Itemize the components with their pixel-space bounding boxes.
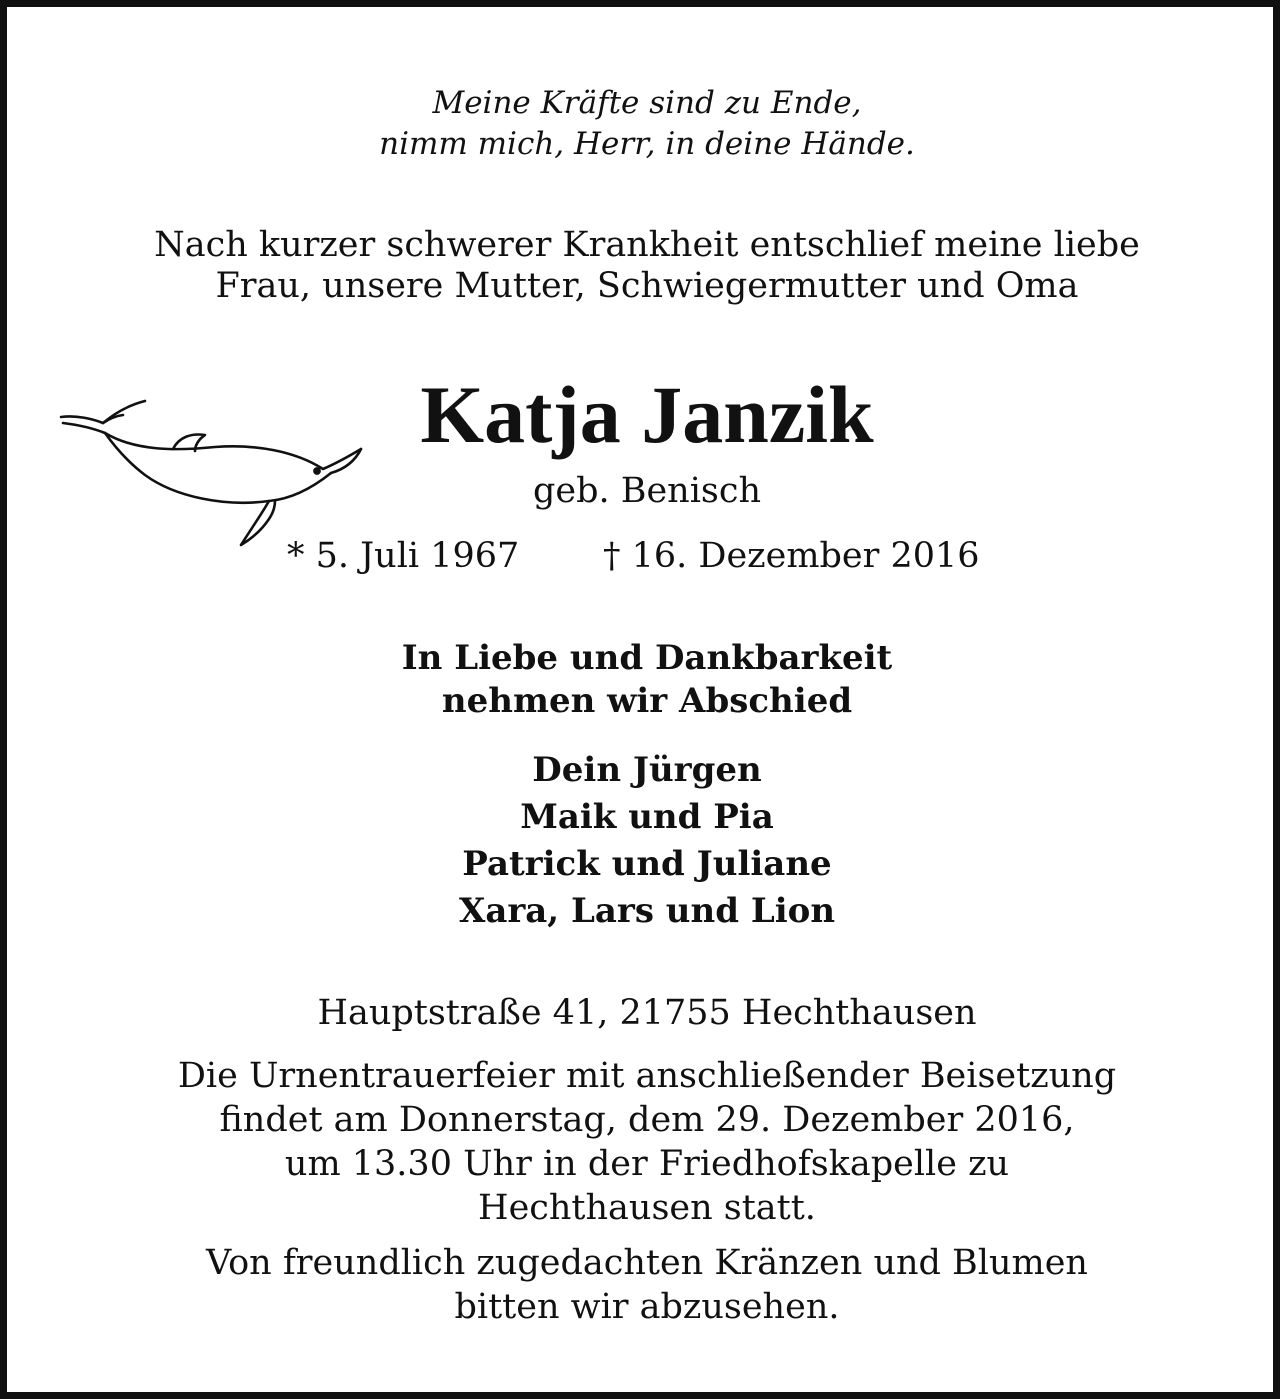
family-member: Maik und Pia bbox=[520, 797, 774, 837]
family-member: Dein Jürgen bbox=[532, 750, 762, 790]
intro-text bbox=[7, 225, 1280, 307]
ceremony-line: Hechthausen statt. bbox=[478, 1188, 816, 1228]
family-list bbox=[7, 747, 1280, 935]
family-member: Xara, Lars und Lion bbox=[458, 891, 836, 931]
motto-line: nimm mich, Herr, in deine Hände. bbox=[379, 126, 915, 162]
ceremony-line: um 13.30 Uhr in der Friedhofskapelle zu bbox=[284, 1144, 1010, 1184]
flowers-request bbox=[7, 1241, 1280, 1329]
address: Hauptstraße 41, 21755 Hechthausen bbox=[317, 993, 977, 1033]
flowers-line: bitten wir abzusehen. bbox=[454, 1287, 840, 1327]
intro-line: Frau, unsere Mutter, Schwiegermutter und Oma bbox=[215, 266, 1079, 306]
ceremony-line: Die Urnentrauerfeier mit anschließender Beisetzung bbox=[177, 1056, 1117, 1096]
motto-line: Meine Kräfte sind zu Ende, bbox=[432, 85, 862, 121]
farewell-line: nehmen wir Abschied bbox=[441, 681, 853, 721]
ceremony-info bbox=[7, 1054, 1280, 1230]
birth-date: * 5. Juli 1967 bbox=[287, 536, 520, 576]
intro-line: Nach kurzer schwerer Krankheit entschlief meine liebe bbox=[154, 225, 1140, 265]
death-date: † 16. Dezember 2016 bbox=[603, 536, 980, 576]
flowers-line: Von freundlich zugedachten Kränzen und Blumen bbox=[206, 1243, 1088, 1283]
ceremony-line: findet am Donnerstag, dem 29. Dezember 2016, bbox=[219, 1100, 1075, 1140]
family-member: Patrick und Juliane bbox=[462, 844, 832, 884]
maiden-name: geb. Benisch bbox=[532, 471, 762, 511]
motto-verse bbox=[7, 83, 1280, 165]
deceased-name: Katja Janzik bbox=[420, 369, 874, 460]
farewell-text bbox=[7, 637, 1280, 723]
farewell-line: In Liebe und Dankbarkeit bbox=[401, 638, 893, 678]
